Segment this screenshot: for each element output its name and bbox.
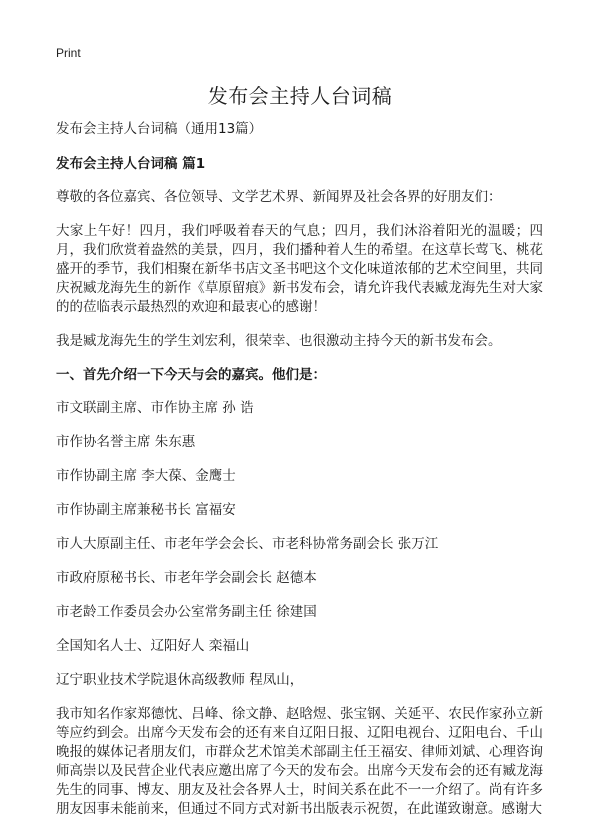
self-intro-paragraph: 我是臧龙海先生的学生刘宏利，很荣幸、也很激动主持今天的新书发布会。 [56, 333, 502, 349]
guest-item: 市作协副主席兼秘书长 富福安 [56, 502, 236, 518]
guest-item: 市老龄工作委员会办公室常务副主任 徐建国 [56, 604, 317, 620]
guests-heading: 一、首先介绍一下今天与会的嘉宾。他们是： [56, 367, 326, 383]
guest-list [56, 399, 543, 690]
document-subtitle: 发布会主持人台词稿（通用13篇） [56, 121, 263, 137]
guest-item: 全国知名人士、辽阳好人 栾福山 [56, 638, 250, 654]
guest-item: 市作协名誉主席 朱东惠 [56, 434, 196, 450]
guest-item: 市政府原秘书长、市老年学会副会长 赵德本 [56, 570, 317, 586]
greeting-paragraph: 尊敬的各位嘉宾、各位领导、文学艺术界、新闻界及社会各界的好朋友们： [56, 189, 502, 205]
guest-item: 市文联副主席、市作协主席 孙 诰 [56, 400, 254, 416]
section-heading: 发布会主持人台词稿 篇1 [56, 156, 206, 172]
guest-item: 市人大原副主任、市老年学会会长、市老科协常务副会长 张万江 [56, 536, 439, 552]
guest-item: 辽宁职业技术学院退休高级教师 程凤山， [56, 672, 304, 688]
guest-item: 市作协副主席 李大葆、金鹰士 [56, 468, 236, 484]
opening-paragraph: 大家上午好！四月，我们呼吸着春天的气息；四月，我们沐浴着阳光的温暖；四月，我们欣赏着盎然的美景，四月，我们播种着人生的希望。在这草长莺飞、桃花盛开的季节，我们相聚在新华书店文圣书吧这个文化味道浓郁的艺术空间里，共同庆祝臧龙海先生的新作《草原留痕》新书发布会，请允许我代表臧龙海先生对大家的的莅临表示最热烈的欢迎和最衷心的感谢！ [56, 223, 543, 315]
print-link[interactable]: Print [56, 46, 81, 60]
closing-paragraph: 我市知名作家郑德忱、吕峰、徐文静、赵晗煜、张宝钢、关延平、农民作家孙立新等应约到会。出席今天发布会的还有来自辽阳日报、辽阳电视台、辽阳电台、千山晚报的媒体记者朋友们，市群众艺术馆美术部副主任王福安、律师刘斌、心理咨询师高崇以及民营企业代表应邀出席了今天的发布会。出席今天发布会的还有臧龙海先生的同事、博友、朋友及社会各界人士，时间关系在此不一一介绍了。尚有许多朋友因事未能前来，但通过不同方式对新书出版表示祝贺，在此谨致谢意。感谢大 [56, 706, 543, 817]
page-title: 发布会主持人台词稿 [207, 84, 393, 108]
document-body [56, 120, 543, 819]
